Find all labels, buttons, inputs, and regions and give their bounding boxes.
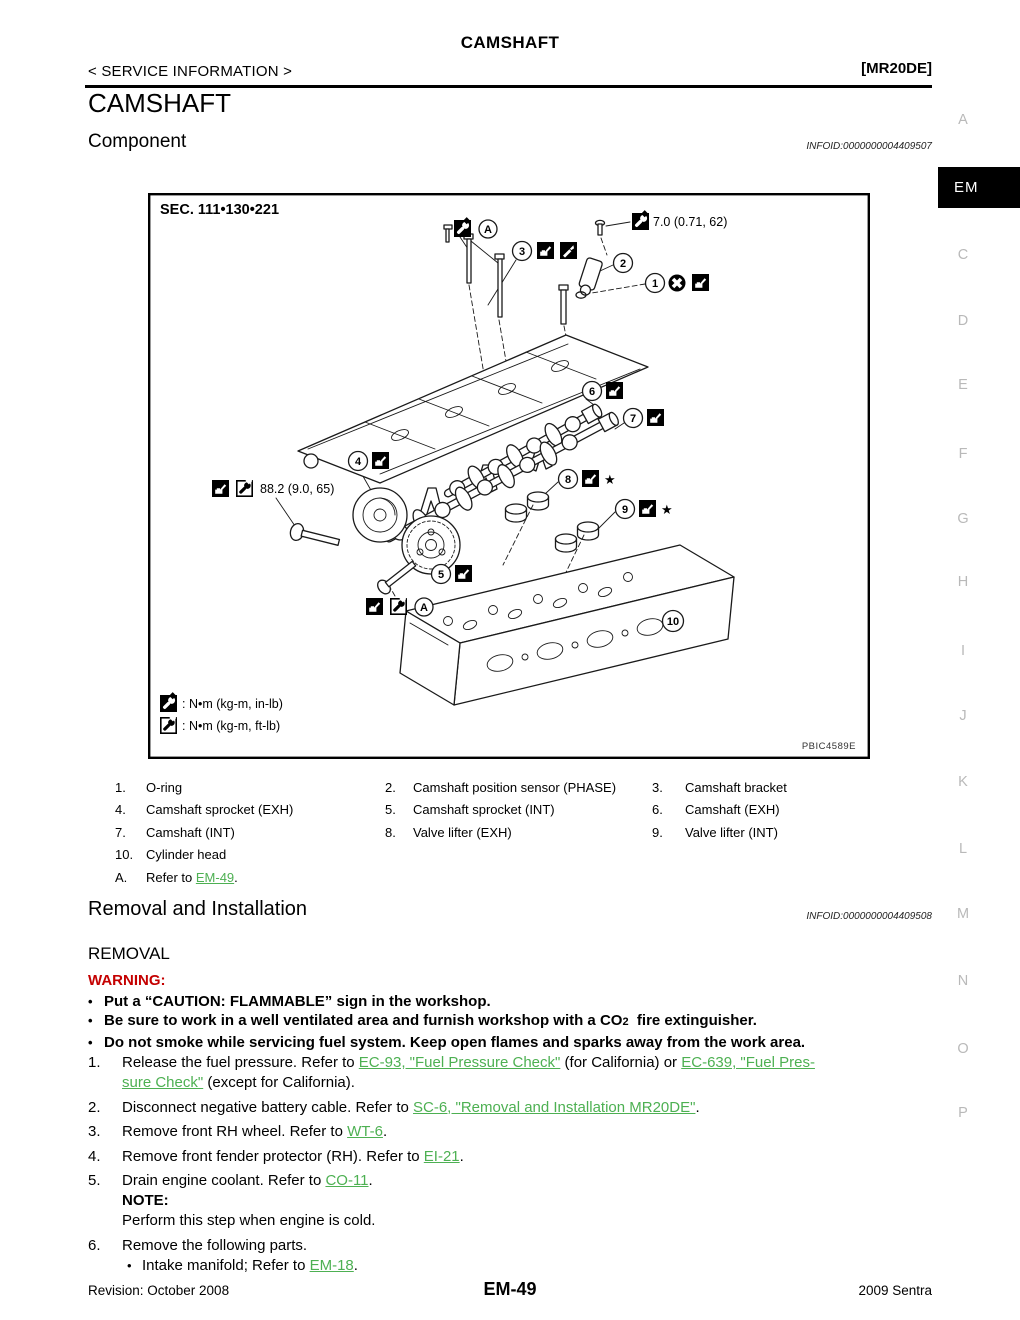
list-item: 9. Valve lifter (INT) xyxy=(652,824,778,840)
ref-link[interactable]: EM-49 xyxy=(195,869,235,885)
step-1: 1. Release the fuel pressure. Refer to EC-93, "Fuel Pressure Check" (for California) or EC-639, "Fuel Pres- sure Check" (except for California). xyxy=(88,1054,815,1091)
ref-a-callout xyxy=(479,220,497,238)
ref-link[interactable]: EC-639, "Fuel Pres- xyxy=(681,1054,815,1071)
tab-j[interactable]: J xyxy=(959,708,967,724)
torque-ftlb-icon xyxy=(237,477,253,496)
footer-page-number: EM-49 xyxy=(483,1279,537,1299)
camshaft-exploded-diagram xyxy=(148,193,870,759)
step-5: 5. Drain engine coolant. Refer to CO-11. NOTE: Perform this step when engine is cold. xyxy=(88,1171,936,1231)
svg-text:6: 6 xyxy=(588,386,596,398)
footer-model: 2009 Sentra xyxy=(858,1283,932,1298)
ref-a-callout: A xyxy=(420,602,428,614)
callout-5 xyxy=(432,565,473,584)
oil-icon xyxy=(606,382,623,399)
bullet: • xyxy=(88,994,93,1009)
step-6: 6. Remove the following parts. • Intake manifold; Refer to EM-18. xyxy=(88,1236,936,1276)
tab-c[interactable]: C xyxy=(957,247,969,263)
list-item: 7. Camshaft (INT) xyxy=(115,824,235,840)
torque-ftlb-icon xyxy=(391,595,407,614)
breadcrumb: < SERVICE INFORMATION > xyxy=(88,63,293,80)
list-item: 4. Camshaft sprocket (EXH) xyxy=(115,802,294,818)
callout-2 xyxy=(614,254,633,273)
tab-p[interactable]: P xyxy=(958,1105,968,1121)
callout-3 xyxy=(513,242,578,261)
valve-lifters-int-drawing xyxy=(556,522,599,552)
tab-em-active[interactable] xyxy=(938,167,1020,208)
parts-row xyxy=(88,777,934,799)
ref-link[interactable]: EC-93, "Fuel Pressure Check" xyxy=(358,1054,561,1071)
svg-text:5: 5 xyxy=(437,569,445,581)
ref-link[interactable]: SC-6, "Removal and Installation MR20DE" xyxy=(413,1098,696,1116)
parts-row xyxy=(88,867,934,889)
callout-8 xyxy=(559,470,616,489)
figure-id: PBIC4589E xyxy=(801,741,856,752)
torque-ftlb-icon xyxy=(161,714,177,733)
tab-k[interactable]: K xyxy=(958,774,968,790)
vtc-bolt-drawing xyxy=(375,558,419,597)
ref-link[interactable]: WT-6 xyxy=(347,1123,383,1140)
torque-value-large: 88.2 (9.0, 65) xyxy=(260,482,335,496)
tab-g[interactable]: G xyxy=(957,511,969,527)
substep-intake-manifold: • Intake manifold; Refer to EM-18. xyxy=(127,1256,358,1274)
tab-d[interactable]: D xyxy=(957,313,969,329)
tab-m[interactable]: M xyxy=(956,906,970,922)
bolt-torque-ref-row xyxy=(366,595,433,616)
list-item: 10. Cylinder head xyxy=(115,847,227,863)
svg-text:10: 10 xyxy=(666,616,680,628)
parts-list xyxy=(88,777,934,889)
component-heading: Component xyxy=(88,131,187,152)
callout-7 xyxy=(624,409,665,428)
tab-h[interactable]: H xyxy=(957,574,969,590)
svg-text:4: 4 xyxy=(354,456,362,468)
oil-icon xyxy=(639,500,656,517)
note-label: NOTE: xyxy=(122,1192,169,1209)
warning-item: • Put a “CAUTION: FLAMMABLE” sign in the workshop. xyxy=(88,993,491,1010)
legend-inlb-label: : N•m (kg-m, in-lb) xyxy=(182,697,283,711)
cylinder-head-drawing xyxy=(400,545,734,705)
figure-sec-label: SEC. 111•130•221 xyxy=(160,202,280,218)
oil-icon xyxy=(537,242,554,259)
legend-ftlb-label: : N•m (kg-m, ft-lb) xyxy=(182,719,281,733)
component-figure xyxy=(148,193,870,759)
star-marker: ★ xyxy=(661,502,673,517)
sprocket-bolt-drawing xyxy=(289,522,341,550)
tab-i[interactable]: I xyxy=(960,643,966,659)
list-item: 2. Camshaft position sensor (PHASE) xyxy=(385,780,617,795)
torque-label-large xyxy=(212,477,334,497)
torque-legend xyxy=(160,692,283,733)
svg-text:3: 3 xyxy=(518,246,526,258)
torque-value-small: 7.0 (0.71, 62) xyxy=(653,215,728,229)
infoid-component: INFOID:0000000004409507 xyxy=(806,141,932,152)
list-item-ref-a: A. Refer to EM-49. xyxy=(88,867,385,889)
page-title: CAMSHAFT xyxy=(460,33,560,52)
oil-icon xyxy=(647,409,664,426)
list-item: 1. O-ring xyxy=(115,780,183,795)
torque-inlb-icon xyxy=(160,692,177,712)
list-item: 3. Camshaft bracket xyxy=(652,780,787,795)
parts-row xyxy=(88,822,934,844)
warning-item: • Do not smoke while servicing fuel system. Keep open flames and sparks away from the work area. xyxy=(88,1033,806,1051)
list-item: 5. Camshaft sprocket (INT) xyxy=(385,802,555,818)
note-text: Perform this step when engine is cold. xyxy=(122,1212,376,1229)
warning-label: WARNING: xyxy=(88,972,166,989)
valve-lifters-exh-drawing xyxy=(506,492,549,522)
model-code: [MR20DE] xyxy=(861,60,932,77)
removal-subheading: REMOVAL xyxy=(88,944,170,963)
step-4: 4. Remove front fender protector (RH). Refer to EI-21. xyxy=(88,1147,464,1165)
ref-link[interactable]: CO-11 xyxy=(325,1172,369,1189)
oil-icon xyxy=(455,565,472,582)
tab-a[interactable]: A xyxy=(958,112,968,128)
removal-heading: Removal and Installation xyxy=(88,898,308,920)
parts-row xyxy=(88,844,934,866)
oil-icon xyxy=(372,452,389,469)
star-marker: ★ xyxy=(604,472,616,487)
tab-l[interactable]: L xyxy=(958,841,968,857)
infoid-removal: INFOID:0000000004409508 xyxy=(806,911,932,922)
callout-9 xyxy=(616,500,673,519)
svg-text:1: 1 xyxy=(651,278,659,290)
svg-text:7: 7 xyxy=(629,413,637,425)
svg-text:A: A xyxy=(484,224,492,236)
bullet: • xyxy=(127,1257,132,1273)
list-item: 6. Camshaft (EXH) xyxy=(652,802,780,818)
oil-icon xyxy=(692,274,709,291)
callout-1 xyxy=(646,274,710,293)
list-item: 8. Valve lifter (EXH) xyxy=(385,824,512,840)
warning-item: • Be sure to work in a well ventilated area and furnish workshop with a CO2 fire extinguisher. xyxy=(88,1011,936,1032)
torque-inlb-icon xyxy=(454,217,471,237)
warning-list xyxy=(88,992,936,1052)
oil-icon xyxy=(212,480,229,497)
step-3: 3. Remove front RH wheel. Refer to WT-6. xyxy=(88,1123,388,1140)
torque-inlb-icon xyxy=(632,210,649,230)
liquid-gasket-icon xyxy=(560,242,577,259)
ref-a-text: Refer to EM-49. xyxy=(146,869,238,885)
svg-text:8: 8 xyxy=(564,474,572,486)
tab-n[interactable]: N xyxy=(957,973,969,989)
bullet: • xyxy=(88,1034,93,1050)
tab-o[interactable]: O xyxy=(957,1041,969,1057)
bullet: • xyxy=(88,1013,93,1029)
ref-link[interactable]: EM-18 xyxy=(309,1256,354,1274)
non-reusable-icon xyxy=(669,275,686,292)
svg-text:9: 9 xyxy=(621,504,629,516)
tab-em-label: EM xyxy=(954,179,979,196)
svg-text:2: 2 xyxy=(619,258,627,270)
tab-e[interactable]: E xyxy=(958,377,968,393)
footer-revision: Revision: October 2008 xyxy=(88,1283,230,1298)
camshaft-sprocket-exh-drawing xyxy=(353,488,407,542)
tab-f[interactable]: F xyxy=(958,446,968,462)
step-2: 2. Disconnect negative battery cable. Refer to SC-6, "Removal and Installation MR20DE". xyxy=(88,1098,700,1116)
ref-link[interactable]: EI-21 xyxy=(423,1147,460,1165)
oil-icon xyxy=(582,470,599,487)
parts-row xyxy=(88,799,934,821)
oil-icon xyxy=(366,598,383,615)
removal-steps xyxy=(88,1053,936,1280)
ref-link[interactable]: sure Check" xyxy=(122,1074,204,1091)
section-title: CAMSHAFT xyxy=(88,88,231,118)
callout-10 xyxy=(663,611,684,632)
